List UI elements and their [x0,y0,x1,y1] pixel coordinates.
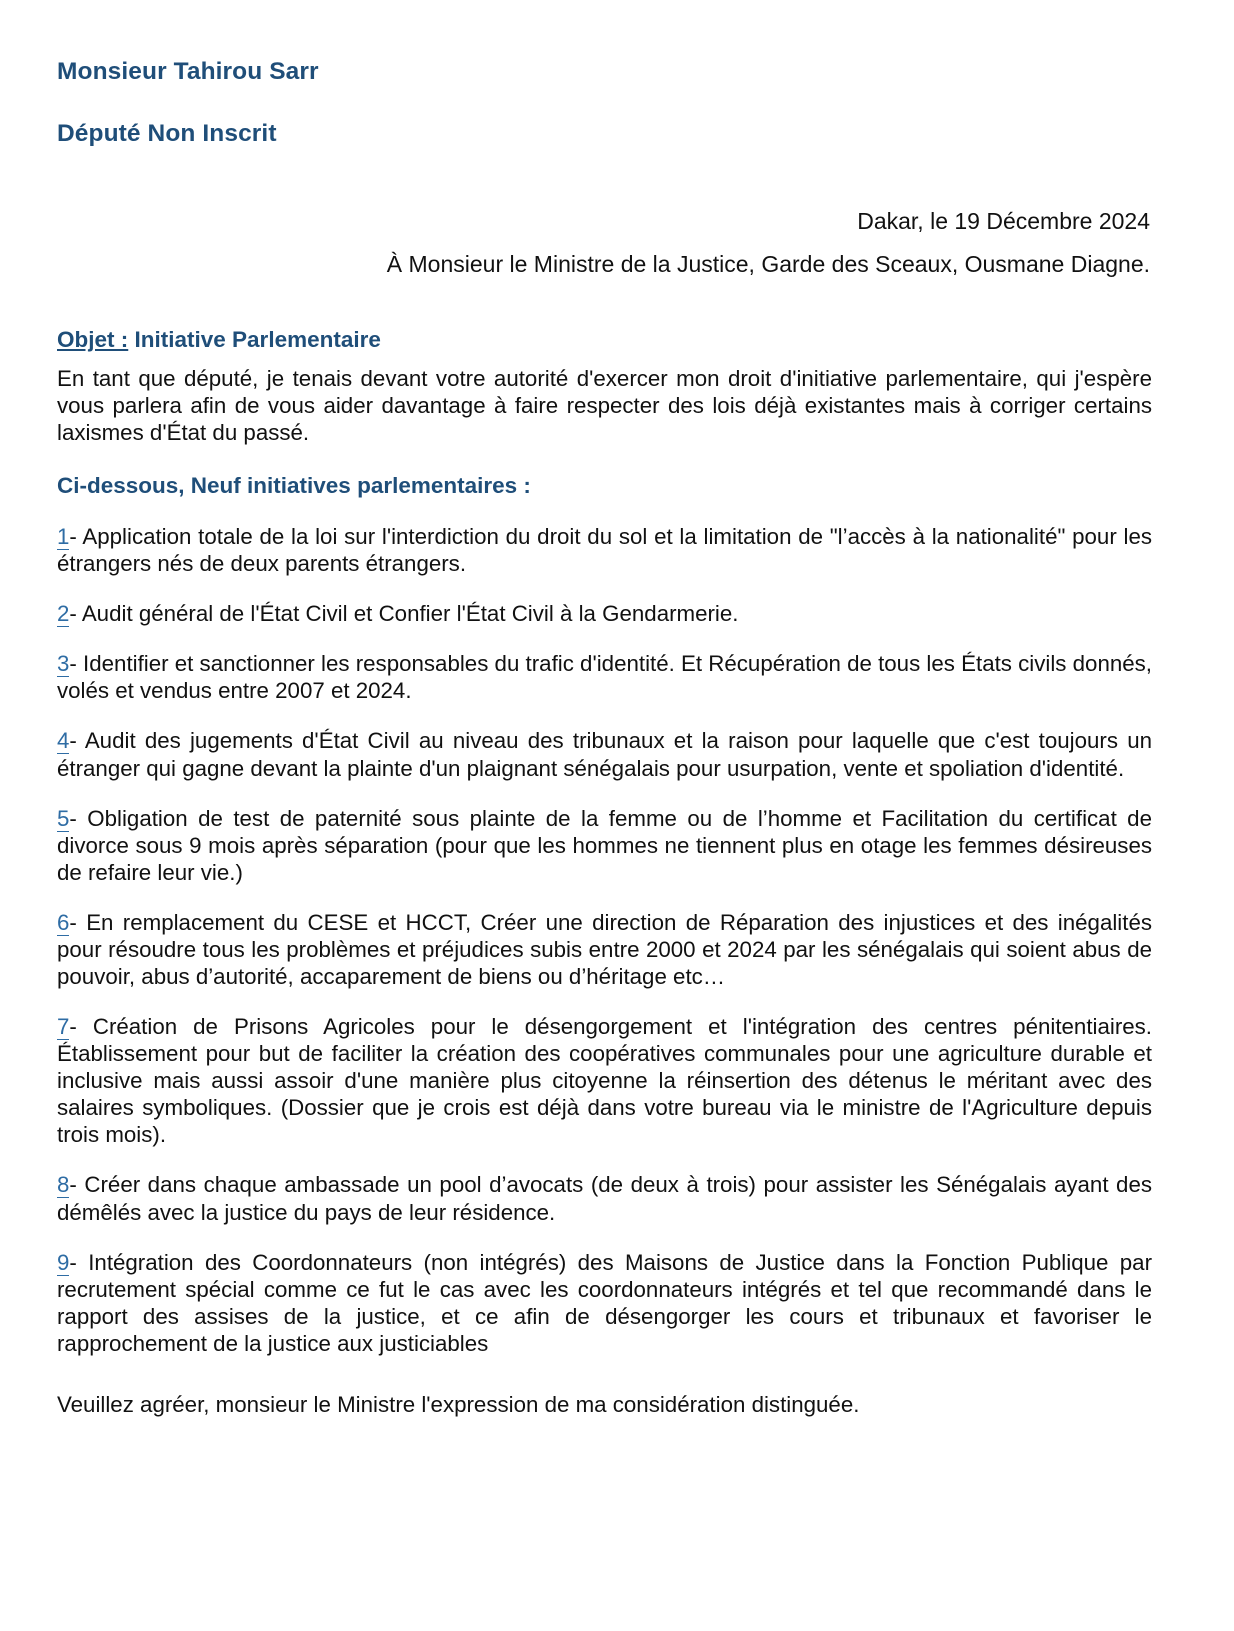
item-dash: - [69,524,77,550]
item-text: Application totale de la loi sur l'interdiction du droit du sol et la limitation de "l’accès à la nationalité" pour les étrangers nés de deux parents étrangers. [57,524,1152,577]
item-number: 7 [57,1014,70,1040]
item-dash: - [69,601,77,627]
list-item [57,523,1152,577]
item-number: 4 [57,728,70,754]
item-text: Création de Prisons Agricoles pour le désengorgement et l'intégration des centres pénitentiaires. Établissement pour but de faciliter la création des coopératives communales pour une agriculture durable et inclusive mais aussi assoir d'une manière plus citoyenne la réinsertion des détenus le méritant avec des salaires symboliques. (Dossier que je crois est déjà dans votre bureau via le ministre de l'Agriculture depuis trois mois). [57,1014,1152,1148]
sender-role: Député Non Inscrit [57,119,277,147]
item-number: 8 [57,1172,70,1198]
date-line: Dakar, le 19 Décembre 2024 [857,207,1150,234]
list-item [57,805,1152,886]
item-dash: - [69,909,77,935]
item-text: Créer dans chaque ambassade un pool d’avocats (de deux à trois) pour assister les Sénégalais ayant des démêlés avec la justice du pays de leur résidence. [57,1172,1152,1225]
list-item [57,909,1152,990]
item-dash: - [69,1014,77,1040]
item-number: 9 [57,1249,70,1275]
item-number: 1 [57,524,70,550]
list-item [57,650,1152,704]
list-item [57,1013,1152,1148]
item-number: 6 [57,909,70,935]
subject-label: Objet : [57,326,129,352]
intro-paragraph: En tant que député, je tenais devant votre autorité d'exercer mon droit d'initiative parlementaire, qui j'espère vous parlera afin de vous aider davantage à faire respecter des lois déjà existantes mais à corriger certains laxismes d'État du passé. [57,365,1152,445]
item-number: 3 [57,651,70,677]
letterhead [57,58,1152,149]
closing-salutation: Veuillez agréer, monsieur le Ministre l'expression de ma considération distinguée. [57,1391,860,1417]
item-text: Intégration des Coordonnateurs (non intégrés) des Maisons de Justice dans la Fonction Publique par recrutement spécial comme ce fut le cas avec les coordonnateurs intégrés et tel que recommandé dans le rapport des assises de la justice, et ce afin de désengorger les cours et tribunaux et favoriser le rapprochement de la justice aux justiciables [57,1249,1152,1356]
item-text: Identifier et sanctionner les responsables du trafic d'identité. Et Récupération de tous les États civils donnés, volés et vendus entre 2007 et 2024. [57,651,1152,704]
list-item [57,1249,1152,1357]
initiatives-list [57,523,1152,1357]
item-dash: - [69,1172,77,1198]
item-dash: - [69,651,77,677]
section-title: Ci-dessous, Neuf initiatives parlementaires : [57,472,531,498]
item-text: Audit général de l'État Civil et Confier l'État Civil à la Gendarmerie. [81,601,739,627]
addressing-block [57,207,1152,280]
subject-value: Initiative Parlementaire [134,326,381,352]
item-text: Audit des jugements d'État Civil au niveau des tribunaux et la raison pour laquelle que c'est toujours un étranger qui gagne devant la plainte d'un plaignant sénégalais pour usurpation, vente et spoliation d'identité. [57,728,1152,781]
item-number: 2 [57,601,70,627]
list-item [57,727,1152,781]
item-dash: - [69,1249,77,1275]
sender-name: Monsieur Tahirou Sarr [57,58,319,85]
item-dash: - [69,728,77,754]
item-text: En remplacement du CESE et HCCT, Créer une direction de Réparation des injustices et des inégalités pour résoudre tous les problèmes et préjudices subis entre 2000 et 2024 par les sénégalais qui soient abus de pouvoir, abus d’autorité, accaparement de biens ou d’héritage etc… [57,909,1152,990]
item-text: Obligation de test de paternité sous plainte de la femme ou de l’homme et Facilitation du certificat de divorce sous 9 mois après séparation (pour que les hommes ne tiennent plus en otage les femmes désireuses de refaire leur vie.) [57,805,1152,885]
subject-line [57,326,1152,354]
item-number: 5 [57,805,70,831]
recipient-line: À Monsieur le Ministre de la Justice, Garde des Sceaux, Ousmane Diagne. [386,250,1150,277]
list-item [57,600,1152,627]
item-dash: - [69,805,77,831]
list-item [57,1171,1152,1225]
